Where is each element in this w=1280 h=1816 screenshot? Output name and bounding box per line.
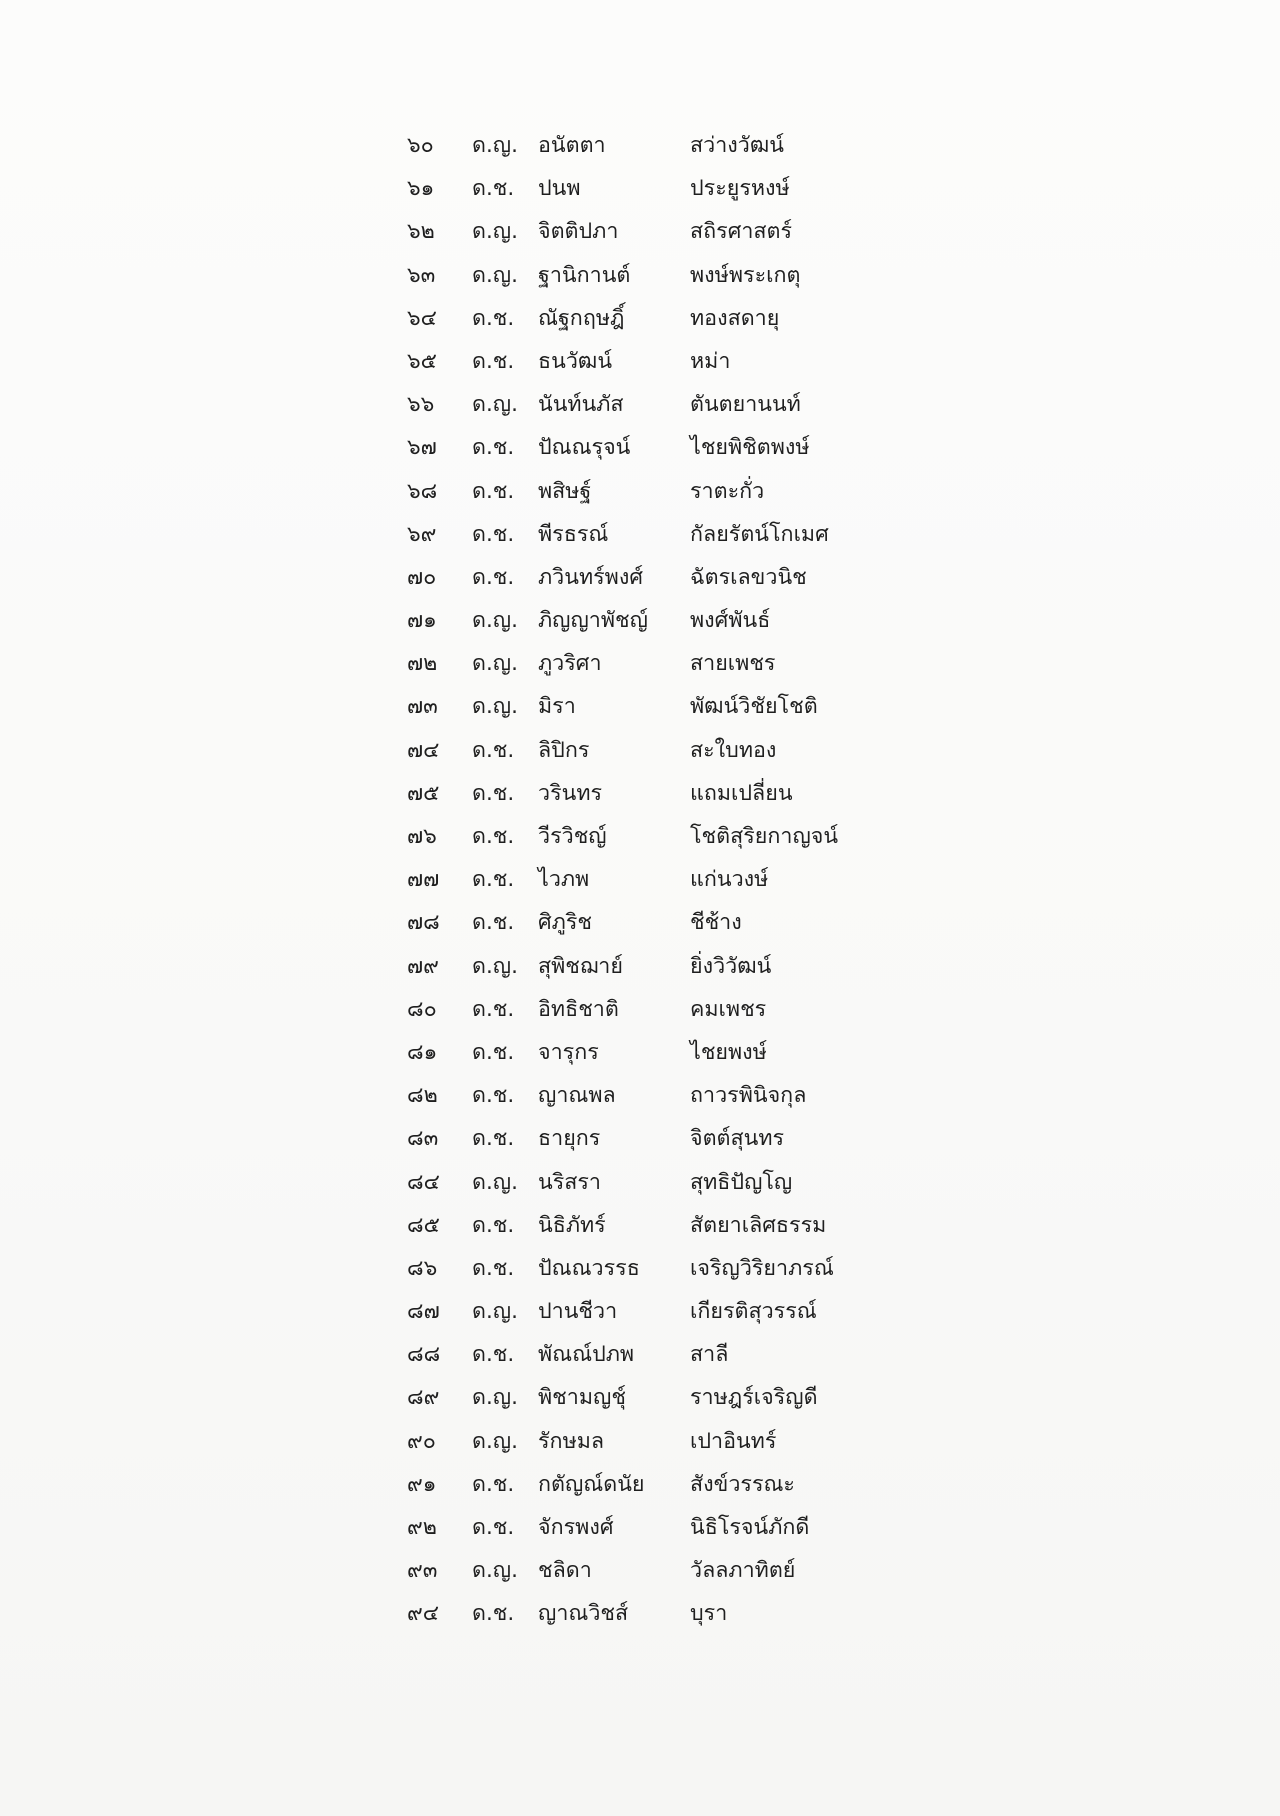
row-number: ๙๐ [407,1428,436,1454]
last-name: คมเพชร [690,996,767,1022]
list-item [0,815,1280,858]
name-title: ด.ญ. [472,953,518,979]
last-name: ราตะกั่ว [690,478,765,504]
first-name: นริสรา [538,1169,601,1195]
name-title: ด.ญ. [472,1385,518,1411]
row-number: ๘๑ [407,1039,438,1065]
first-name: จารุกร [538,1039,599,1065]
first-name: ธายุกร [538,1126,601,1152]
list-item [0,1549,1280,1592]
list-item [0,383,1280,426]
first-name: ปัณณรุจน์ [538,435,631,461]
list-item [0,254,1280,297]
name-title: ด.ญ. [472,651,518,677]
row-number: ๗๒ [407,651,438,677]
first-name: ปนพ [538,176,581,202]
name-title: ด.ช. [472,1126,515,1152]
list-item [0,901,1280,944]
row-number: ๘๖ [407,1255,438,1281]
last-name: นิธิโรจน์ภักดี [690,1515,810,1540]
name-title: ด.ช. [472,478,515,504]
row-number: ๗๙ [407,953,439,979]
list-item [0,1420,1280,1463]
list-item [0,729,1280,772]
row-number: ๗๘ [407,910,440,936]
row-number: ๘๙ [407,1385,440,1411]
name-title: ด.ญ. [472,392,518,418]
last-name: ไชยพิชิตพงษ์ [690,435,810,461]
last-name: สายเพชร [690,651,776,677]
list-item [0,988,1280,1031]
name-title: ด.ญ. [472,219,518,245]
row-number: ๘๘ [407,1342,441,1368]
name-title: ด.ช. [472,1039,515,1065]
last-name: แก่นวงษ์ [690,867,769,893]
first-name: พีรธรณ์ [538,521,609,547]
last-name: สาลี [690,1342,729,1368]
last-name: วัลลภาทิตย์ [690,1558,796,1584]
list-item [0,685,1280,728]
name-title: ด.ช. [472,1515,515,1540]
row-number: ๘๗ [407,1299,440,1325]
row-number: ๘๕ [407,1212,440,1238]
last-name: โชติสุริยกาญจน์ [690,824,839,849]
first-name: ปานชีวา [538,1299,618,1325]
last-name: ถาวรพินิจกุล [690,1083,807,1109]
last-name: ไชยพงษ์ [690,1039,767,1065]
last-name: ทองสดายุ [690,305,780,331]
name-title: ด.ช. [472,176,515,202]
last-name: สว่างวัฒน์ [690,133,784,158]
name-title: ด.ญ. [472,608,518,634]
last-name: ตันตยานนท์ [690,392,801,418]
last-name: พงศ์พันธ์ [690,608,771,634]
last-name: สัตยาเลิศธรรม [690,1212,827,1238]
row-number: ๙๓ [407,1558,438,1584]
name-title: ด.ช. [472,1083,515,1109]
last-name: บุรา [690,1601,728,1627]
name-title: ด.ช. [472,521,515,547]
list-item [0,1376,1280,1419]
row-number: ๗๑ [407,608,437,634]
list-item [0,297,1280,340]
name-title: ด.ญ. [472,1428,518,1454]
row-number: ๘๒ [407,1083,438,1109]
last-name: ราษฎร์เจริญดี [690,1385,818,1411]
last-name: พัฒน์วิชัยโชติ [690,694,818,720]
row-number: ๗๕ [407,780,440,806]
row-number: ๖๗ [407,435,437,461]
row-number: ๖๐ [407,133,434,158]
list-item [0,470,1280,513]
first-name: ศิภูริช [538,910,592,936]
last-name: เจริญวิริยาภรณ์ [690,1255,834,1281]
list-item [0,210,1280,253]
name-title: ด.ช. [472,1255,515,1281]
first-name: วีรวิชญ์ [538,824,607,849]
first-name: อิทธิชาติ [538,996,619,1022]
name-title: ด.ญ. [472,262,518,288]
last-name: พงษ์พระเกตุ [690,262,801,288]
list-item [0,945,1280,988]
name-title: ด.ช. [472,996,515,1022]
last-name: หม่า [690,348,731,374]
list-item [0,1204,1280,1247]
first-name: ชลิดา [538,1558,592,1584]
list-item [0,1290,1280,1333]
row-number: ๖๒ [407,219,435,245]
last-name: สุทธิปัญโญ [690,1169,793,1195]
last-name: ยิ่งวิวัฒน์ [690,953,772,979]
list-item [0,1506,1280,1549]
last-name: สังข์วรรณะ [690,1471,795,1497]
row-number: ๖๖ [407,392,435,418]
first-name: ภวินทร์พงศ์ [538,564,643,590]
row-number: ๖๙ [407,521,437,547]
last-name: สถิรศาสตร์ [690,219,793,245]
first-name: จิตติปภา [538,219,619,245]
first-name: ญาณวิชส์ [538,1601,629,1627]
row-number: ๗๓ [407,694,438,720]
row-number: ๖๑ [407,176,435,202]
first-name: กตัญณ์ดนัย [538,1471,645,1497]
row-number: ๗๖ [407,824,437,849]
name-title: ด.ช. [472,1342,515,1368]
last-name: แถมเปลี่ยน [690,780,793,806]
row-number: ๗๐ [407,564,437,590]
first-name: ณัฐกฤษฎิ์ [538,305,625,331]
first-name: วรินทร [538,780,603,806]
list-item [0,124,1280,167]
first-name: นันท์นภัส [538,392,624,418]
row-number: ๘๔ [407,1169,440,1195]
row-number: ๖๔ [407,305,437,331]
list-item [0,426,1280,469]
last-name: เปาอินทร์ [690,1428,777,1454]
first-name: ภิญญาพัชญ์ [538,608,648,634]
first-name: สุพิชฌาย์ [538,953,623,979]
first-name: พสิษฐ์ [538,478,592,504]
first-name: ธนวัฒน์ [538,348,613,374]
row-number: ๙๔ [407,1601,440,1627]
row-number: ๖๘ [407,478,438,504]
row-number: ๗๗ [407,867,440,893]
name-title: ด.ช. [472,910,515,936]
row-number: ๗๔ [407,737,440,763]
list-item [0,1074,1280,1117]
name-title: ด.ญ. [472,1299,518,1325]
list-item [0,1031,1280,1074]
first-name: ปัณณวรรธ [538,1255,640,1281]
list-item [0,858,1280,901]
first-name: อนัตตา [538,133,606,158]
row-number: ๖๕ [407,348,437,374]
name-title: ด.ญ. [472,1169,518,1195]
last-name: สะใบทอง [690,737,777,763]
name-title: ด.ญ. [472,1558,518,1584]
list-item [0,556,1280,599]
last-name: ประยูรหงษ์ [690,176,790,202]
row-number: ๖๓ [407,262,436,288]
name-title: ด.ญ. [472,133,518,158]
first-name: พัณณ์ปภพ [538,1342,635,1368]
last-name: จิตต์สุนทร [690,1126,785,1152]
name-title: ด.ช. [472,867,515,893]
first-name: ไวภพ [538,867,590,893]
name-title: ด.ช. [472,1212,515,1238]
name-title: ด.ช. [472,737,515,763]
student-name-list [0,124,1280,1636]
list-item [0,513,1280,556]
name-title: ด.ช. [472,1601,515,1627]
last-name: กัลยรัตน์โกเมศ [690,521,829,547]
row-number: ๘๐ [407,996,437,1022]
name-title: ด.ช. [472,824,515,849]
name-title: ด.ญ. [472,694,518,720]
first-name: ภูวริศา [538,651,602,677]
name-title: ด.ช. [472,564,515,590]
first-name: รักษมล [538,1428,605,1454]
row-number: ๙๑ [407,1471,437,1497]
list-item [0,167,1280,210]
name-title: ด.ช. [472,305,515,331]
first-name: ฐานิกานต์ [538,262,631,288]
row-number: ๘๓ [407,1126,439,1152]
last-name: ชีช้าง [690,910,742,936]
list-item [0,1247,1280,1290]
list-item [0,772,1280,815]
list-item [0,1463,1280,1506]
name-title: ด.ช. [472,348,515,374]
first-name: พิชามญชุ์ [538,1385,626,1411]
list-item [0,1117,1280,1160]
name-title: ด.ช. [472,780,515,806]
list-item [0,1161,1280,1204]
list-item [0,340,1280,383]
first-name: จักรพงศ์ [538,1515,614,1540]
last-name: ฉัตรเลขวนิช [690,564,807,590]
row-number: ๙๒ [407,1515,437,1540]
name-title: ด.ช. [472,435,515,461]
list-item [0,1333,1280,1376]
first-name: นิธิภัทร์ [538,1212,606,1238]
list-item [0,642,1280,685]
first-name: ลิปิกร [538,737,590,763]
first-name: ญาณพล [538,1083,616,1109]
name-title: ด.ช. [472,1471,515,1497]
list-item [0,599,1280,642]
last-name: เกียรติสุวรรณ์ [690,1299,817,1325]
first-name: มิรา [538,694,576,720]
list-item [0,1592,1280,1635]
